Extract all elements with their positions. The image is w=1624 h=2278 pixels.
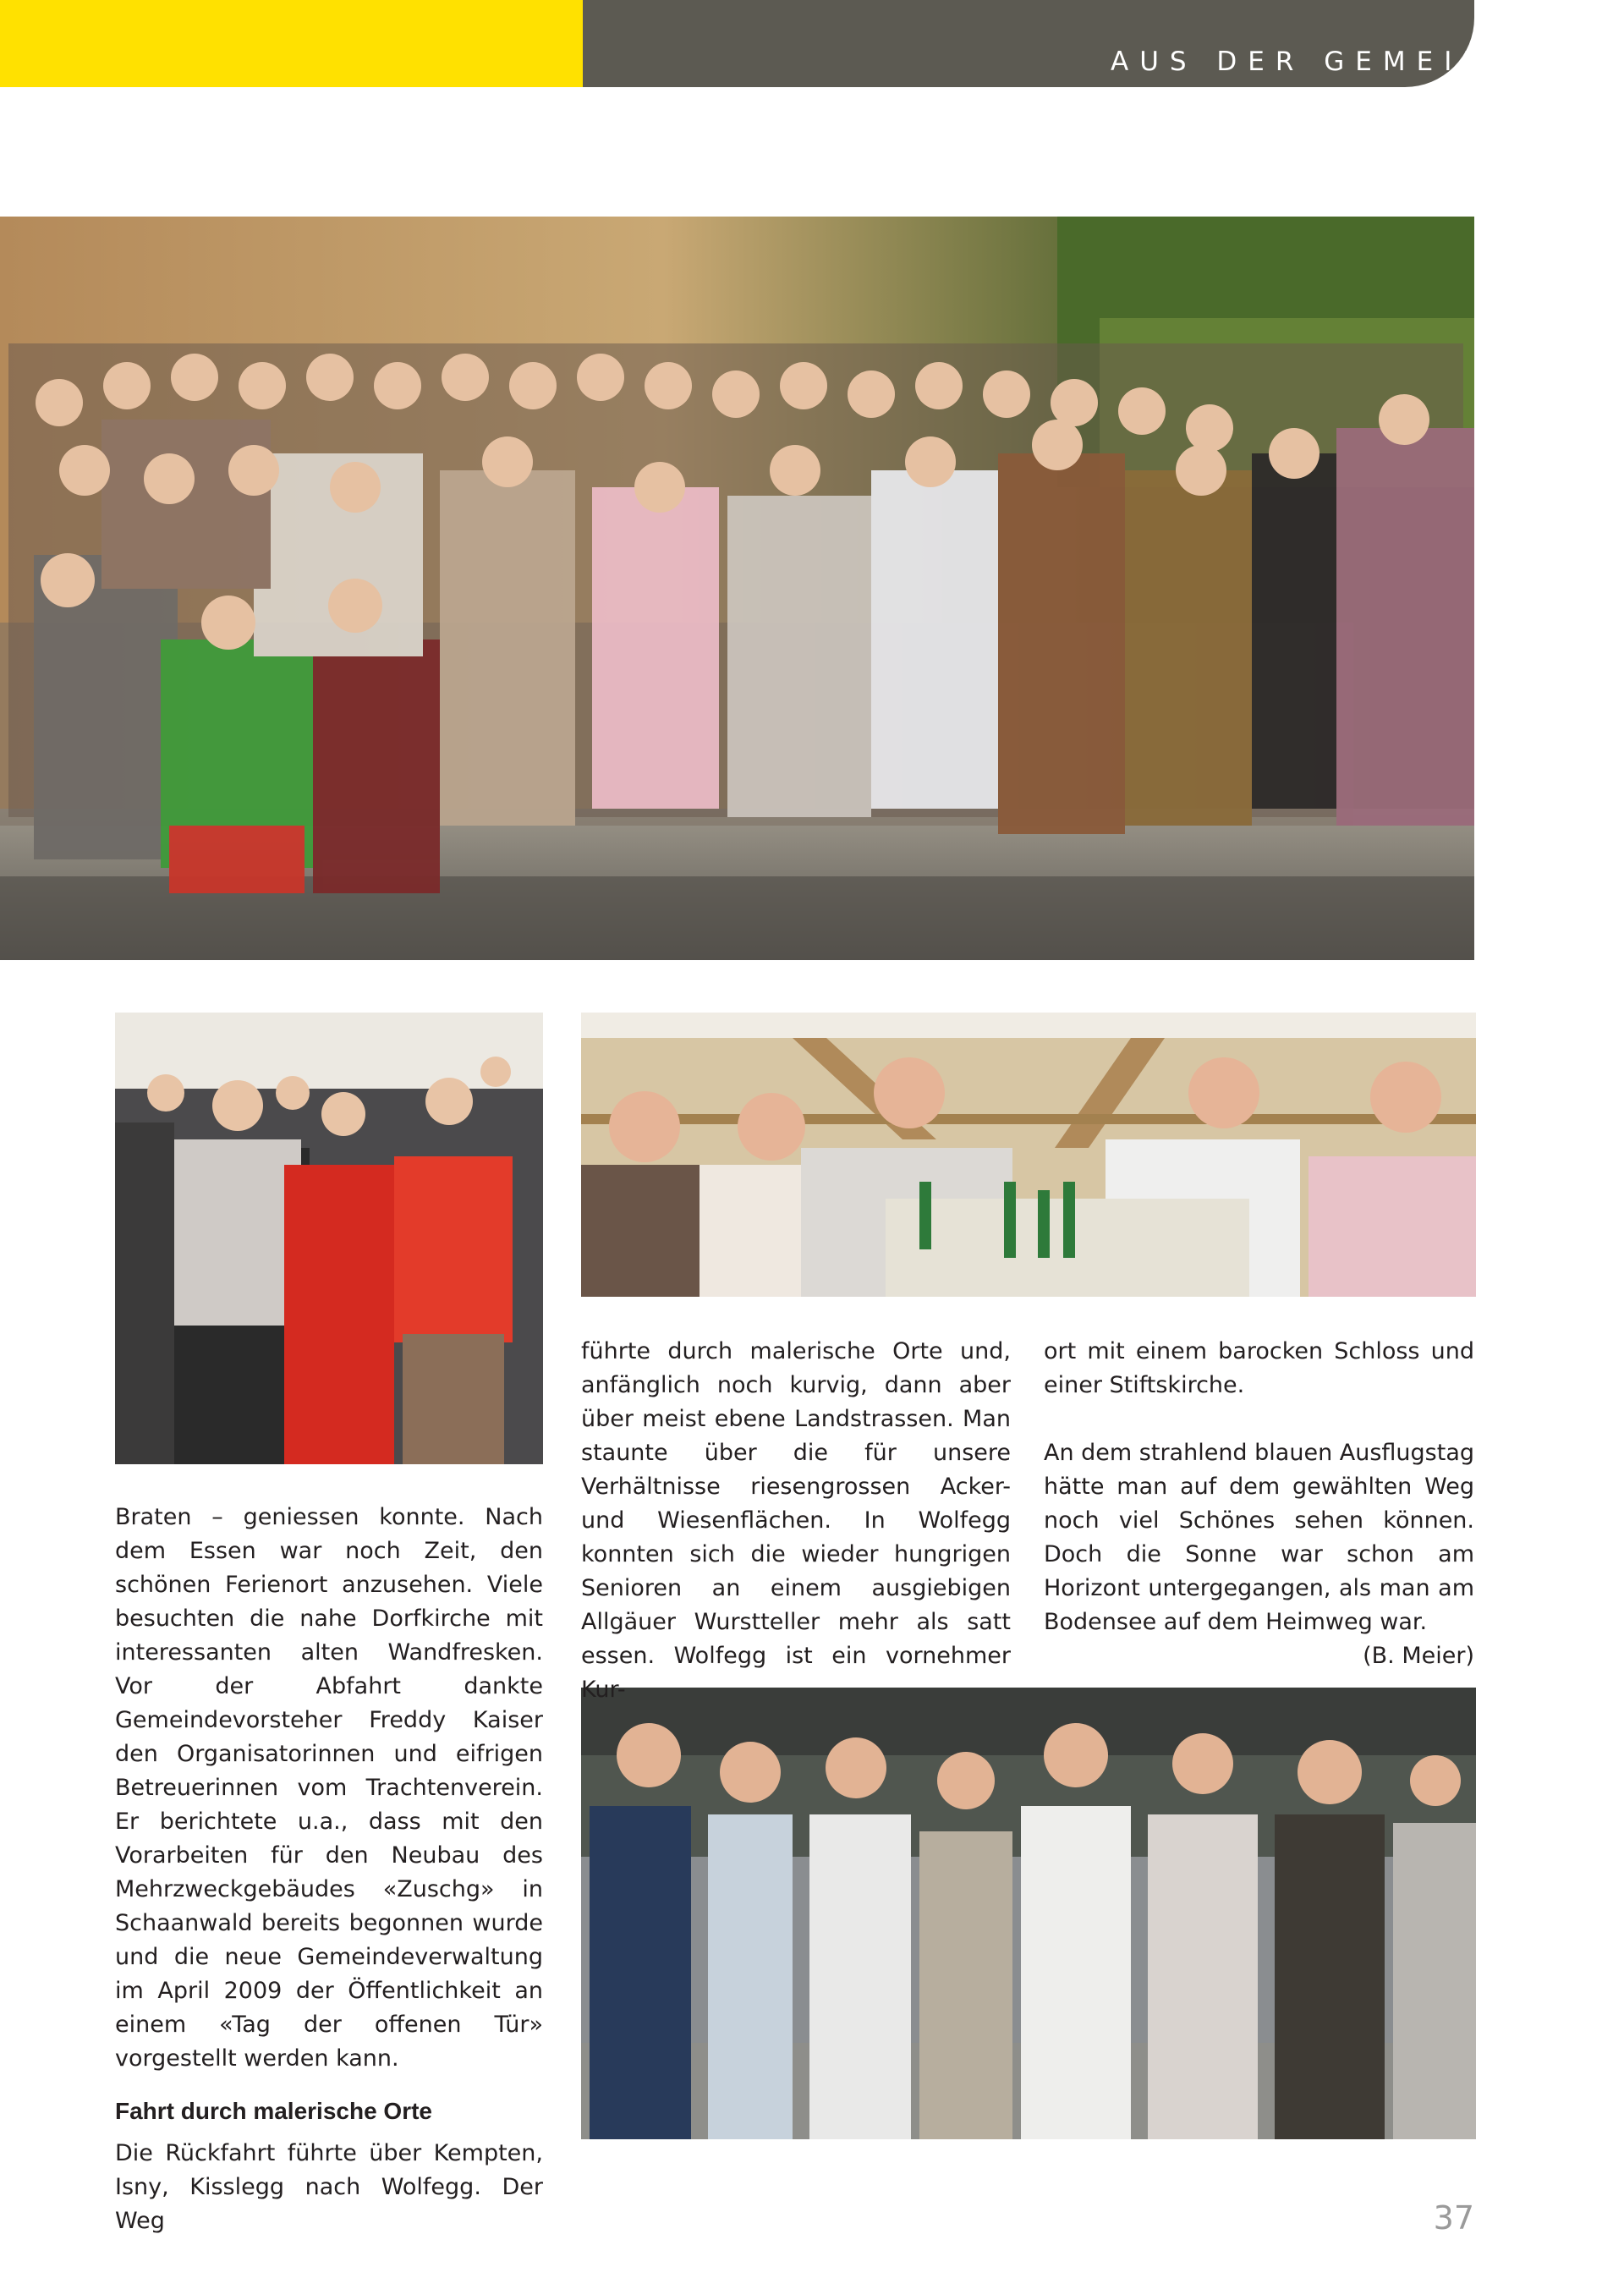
column3-paragraph-2-text: An dem strahlend blauen Ausflugstag hätte man auf dem gewählten Weg noch viel Schönes sehen können. Doch die Sonne war schon am Horizont untergegangen, als man am Bodensee auf dem Heimweg war. (1044, 1440, 1475, 1635)
author-signoff: (B. Meier) (1363, 1643, 1474, 1669)
paragraph-gap (1044, 1402, 1474, 1436)
subheading-fahrt: Fahrt durch malerische Orte (115, 2098, 433, 2124)
photo-table-image (581, 1013, 1476, 1297)
text-column-3 (1044, 1335, 1474, 1673)
section-title: AUS DER GEMEINDE (1110, 47, 1552, 77)
text-column-1 (115, 1501, 543, 2238)
photo-men-image (581, 1688, 1476, 2139)
column1-paragraph-2: Die Rückfahrt führte über Kempten, Isny, Kisslegg nach Wolfegg. Der Weg (115, 2140, 543, 2234)
header-accent-block (0, 0, 583, 87)
photo-seniors (115, 1013, 543, 1464)
photo-seniors-image (115, 1013, 543, 1464)
text-column-2 (581, 1335, 1011, 1707)
photo-group (0, 217, 1474, 960)
column2-paragraph-1: führte durch malerische Orte und, anfänglich noch kurvig, dann aber über meist ebene Landstrassen. Man staunte über die für unsere Verhältnisse riesengrossen Acker- und Wiesenflächen. In Wolfegg konnten sich die wieder hungrigen Senioren an einem ausgiebigen Allgäuer Wurstteller mehr als satt essen. Wolfegg ist ein vornehmer Kur- (581, 1338, 1011, 1703)
photo-group-image (0, 217, 1474, 960)
column3-paragraph-2 (1044, 1436, 1475, 1669)
column3-paragraph-1: ort mit einem barocken Schloss und einer Stiftskirche. (1044, 1338, 1474, 1398)
column1-paragraph-1: Braten – geniessen konnte. Nach dem Essen war noch Zeit, den schönen Ferienort anzusehen. Viele besuchten die nahe Dorfkirche mit interessanten alten Wandfresken. Vor der Abfahrt dankte Gemeindevorsteher Freddy Kaiser den Organisatorinnen und eifrigen Betreuerinnen vom Trachtenverein. Er berichtete u.a., dass mit den Vorarbeiten für den Neubau des Mehrzweckgebäudes «Zuschg» in Schaanwald bereits begonnen wurde und die neue Gemeindeverwaltung im April 2009 der Öffentlichkeit an einem «Tag der offenen Tür» vorgestellt werden kann. (115, 1504, 543, 2072)
page-number: 37 (1433, 2199, 1474, 2237)
photo-men (581, 1688, 1476, 2139)
photo-table (581, 1013, 1476, 1297)
